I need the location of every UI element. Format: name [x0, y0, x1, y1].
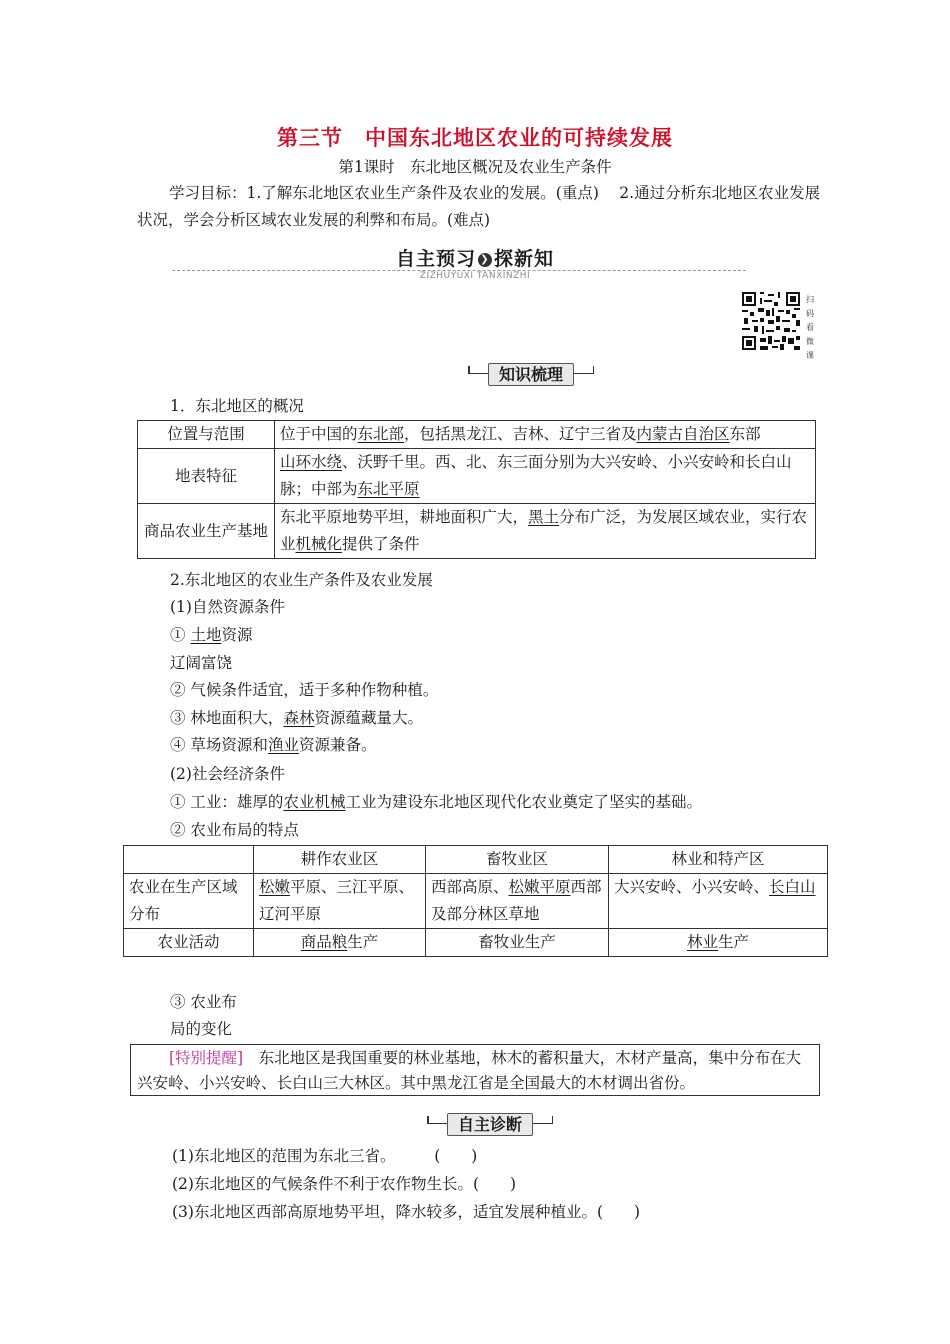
- table-row: [138, 504, 816, 559]
- column-header: 林业和特产区: [609, 846, 828, 874]
- text-segment: ① 工业：雄厚的: [170, 793, 284, 811]
- column-header: 畜牧业区: [426, 846, 609, 874]
- underlined-term: 长白山: [769, 878, 816, 896]
- underlined-term: 农业机械: [283, 793, 346, 811]
- banner-left-text: 自主预习: [395, 248, 476, 270]
- underlined-term: 山环水绕: [280, 453, 343, 471]
- text-segment: ④ 草场资源和: [170, 736, 268, 754]
- underlined-term: 林业: [686, 933, 718, 951]
- natural-item-3: [170, 706, 423, 728]
- banner-right-text: 探新知: [494, 248, 555, 270]
- row-header: 位置与范围: [138, 421, 275, 449]
- text-segment: 、沃野千里。西、北、东三面分别为大兴安岭、小兴安岭和长白山脉；中部为: [280, 453, 792, 498]
- preview-banner: [375, 244, 575, 281]
- qr-label: 扫码看微课: [806, 295, 814, 360]
- table-cell: [275, 449, 816, 504]
- underlined-term: 松嫩: [259, 878, 291, 896]
- diagnosis-item-3: (3)东北地区西部高原地势平坦，降水较多，适宜发展种植业。( ): [172, 1203, 641, 1221]
- underlined-term: 内蒙古自治区: [636, 425, 730, 443]
- natural-item-1: [170, 623, 252, 645]
- section-diagnosis-header: [427, 1112, 553, 1135]
- text-segment: 资源蕴藏量大。: [314, 709, 423, 727]
- underlined-term: 商品粮: [300, 933, 348, 951]
- text-segment: 工业为建设东北地区现代化农业奠定了坚实的基础。: [345, 793, 702, 811]
- section-cap-right: [552, 1116, 554, 1124]
- text-segment: 东北平原地势平坦，耕地面积广大，: [280, 508, 529, 526]
- row-header: 农业活动: [124, 929, 254, 957]
- text-segment: ①: [170, 626, 191, 644]
- table-row: [138, 421, 816, 449]
- text-segment: 位于中国的: [280, 425, 358, 443]
- lesson-subtitle: 第1课时 东北地区概况及农业生产条件: [338, 158, 612, 176]
- natural-item-1-note: 辽阔富饶: [170, 654, 233, 672]
- underlined-term: 渔业: [267, 736, 299, 754]
- underlined-term: 东北平原: [357, 480, 420, 498]
- row-header: 商品农业生产基地: [138, 504, 275, 559]
- social-heading: (2)社会经济条件: [170, 765, 285, 783]
- qr-code-icon[interactable]: [742, 292, 800, 350]
- table-cell: [275, 504, 816, 559]
- banner-title: [375, 244, 575, 271]
- text-segment: 平原、三江平原、辽河平原: [259, 878, 415, 923]
- chevron-right-icon: ❯: [478, 253, 492, 267]
- natural-heading: (1)自然资源条件: [170, 598, 285, 616]
- section-cap-left: [427, 1116, 429, 1124]
- table-header-row: [124, 846, 828, 874]
- table-cell: [426, 929, 609, 957]
- table-cell: [254, 874, 426, 929]
- column-header: [124, 846, 254, 874]
- text-segment: ，包括黑龙江、吉林、辽宁三省及: [404, 425, 637, 443]
- row-header: 地表特征: [138, 449, 275, 504]
- layout-heading: ② 农业布局的特点: [170, 821, 299, 839]
- section-diagnosis-label: 自主诊断: [447, 1113, 533, 1136]
- text-segment: 畜牧业生产: [478, 933, 556, 951]
- learning-goals: 学习目标：1.了解东北地区农业生产条件及农业的发展。(重点) 2.通过分析东北地区农业发展状况，学会分析区域农业发展的利弊和布局。(难点): [137, 184, 821, 229]
- layout-table: [123, 845, 828, 957]
- text-segment: 大兴安岭、小兴安岭、: [614, 878, 770, 896]
- table-row: [124, 929, 828, 957]
- underlined-term: 东北部: [357, 425, 405, 443]
- industry-line: [170, 790, 702, 812]
- underlined-term: 松嫩平原: [508, 878, 571, 896]
- text-segment: 提供了条件: [342, 535, 420, 553]
- section-cap-left: [468, 366, 470, 374]
- text-segment: 西部及部分林区草地: [431, 878, 602, 923]
- text-segment: 资源兼备。: [298, 736, 377, 754]
- row-header: 农业在生产区域分布: [124, 874, 254, 929]
- section-knowledge-header: [468, 362, 594, 385]
- table-row: [138, 449, 816, 504]
- table-cell: [609, 874, 828, 929]
- text-segment: 生产: [718, 933, 750, 951]
- page-title: 第三节 中国东北地区农业的可持续发展: [277, 126, 673, 150]
- part1-heading: 1．东北地区的概况: [170, 397, 304, 415]
- table-cell: [609, 929, 828, 957]
- banner-pinyin: ZIZHUYUXI TANXINZHI: [419, 271, 531, 281]
- text-segment: 资源: [221, 626, 253, 644]
- tip-content: 东北地区是我国重要的林业基地，林木的蓄积量大，木材产量高，集中分布在大兴安岭、小兴安岭、长白山三大林区。其中黑龙江省是全国最大的木材调出省份。: [137, 1049, 802, 1092]
- underlined-term: 土地: [190, 626, 222, 644]
- text-segment: ③ 林地面积大，: [170, 709, 284, 727]
- diagnosis-item-1: (1)东北地区的范围为东北三省。 ( ): [172, 1147, 478, 1165]
- change-line-2: 局的变化: [170, 1020, 233, 1038]
- banner-divider: [172, 270, 746, 271]
- section-cap-right: [593, 366, 595, 374]
- change-line-1: ③ 农业布: [170, 993, 237, 1011]
- underlined-term: 机械化: [295, 535, 343, 553]
- underlined-term: 森林: [283, 709, 315, 727]
- special-tip-text: [137, 1046, 815, 1096]
- part2-heading: 2.东北地区的农业生产条件及农业发展: [170, 571, 433, 589]
- table-row: [124, 874, 828, 929]
- diagnosis-item-2: (2)东北地区的气候条件不利于农作物生长。( ): [172, 1175, 517, 1193]
- column-header: 耕作农业区: [254, 846, 426, 874]
- table-cell: [254, 929, 426, 957]
- natural-item-2: ② 气候条件适宜，适于多种作物种植。: [170, 681, 439, 699]
- underlined-term: 黑土: [528, 508, 560, 526]
- text-segment: 分布广泛，为发展区域农业，实行农业: [280, 508, 808, 553]
- overview-table: [137, 420, 816, 559]
- tip-label: [特别提醒]: [169, 1049, 244, 1067]
- table-cell: [426, 874, 609, 929]
- text-segment: 东部: [729, 425, 761, 443]
- text-segment: 西部高原、: [431, 878, 509, 896]
- natural-item-4: [170, 733, 376, 755]
- text-segment: 生产: [347, 933, 379, 951]
- table-cell: [275, 421, 816, 449]
- section-knowledge-label: 知识梳理: [488, 363, 574, 386]
